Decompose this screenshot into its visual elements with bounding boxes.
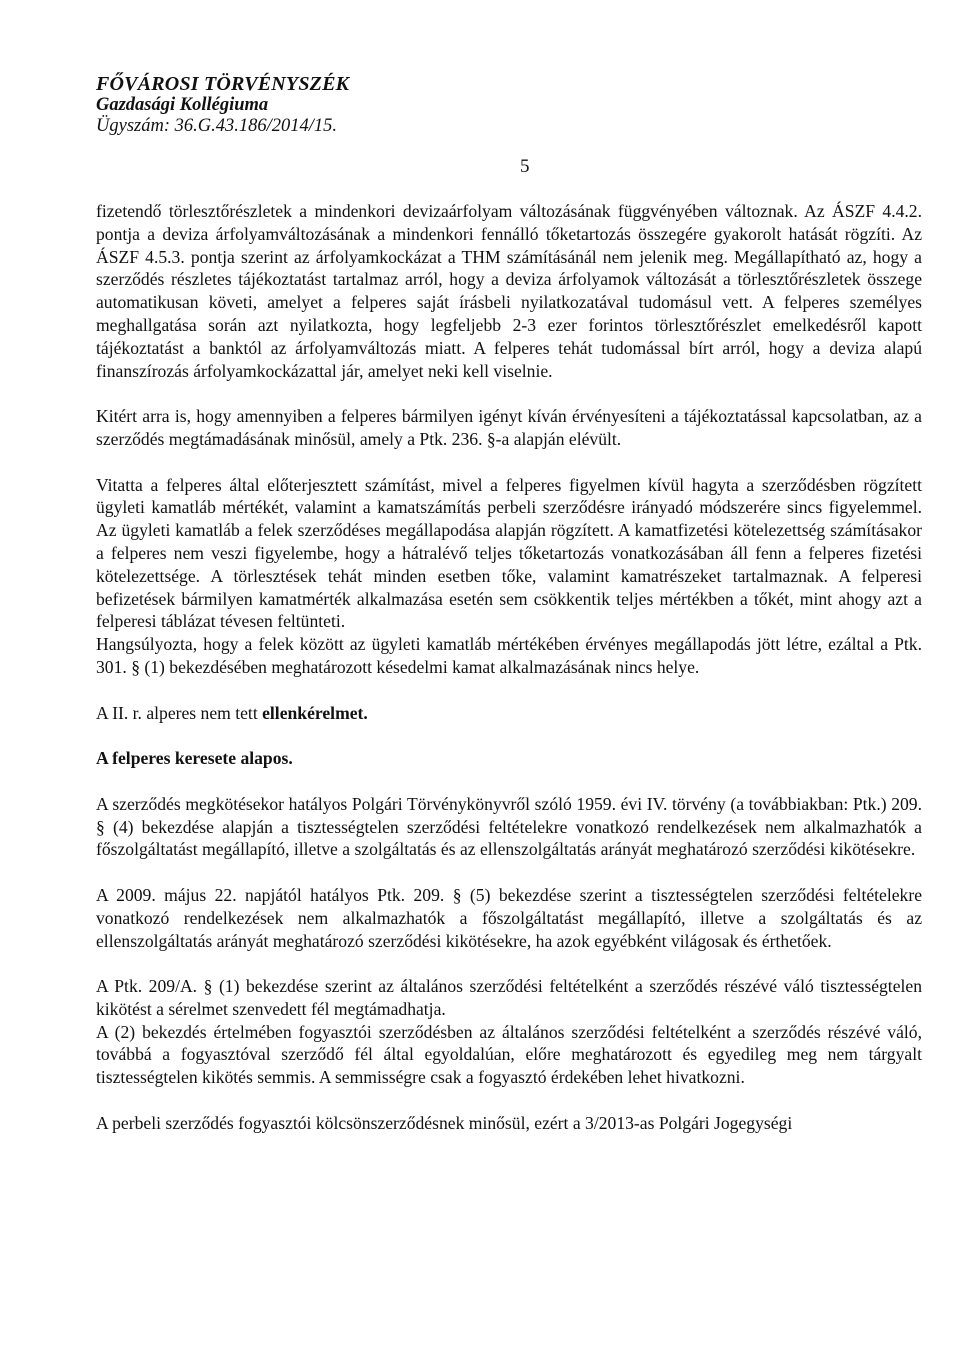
paragraph-9: A Ptk. 209/A. § (1) bekezdése szerint az általános szerződési feltételként a szerződés részévé váló tisztességtelen kikötést a sérelmet szenvedett fél megtámadhatja. (96, 976, 922, 1019)
paragraph-4: Hangsúlyozta, hogy a felek között az ügyleti kamatláb mértékében érvényes megállapodás jött létre, ezáltal a Ptk. 301. § (1) bekezdésében meghatározott késedelmi kamat alkalmazásának nincs helye. (96, 634, 922, 677)
page-number: 5 (520, 156, 530, 177)
paragraph-1: fizetendő törlesztőrészletek a mindenkori devizaárfolyam változásának függvényében változnak. Az ÁSZF 4.4.2. pontja a deviza árfolyamváltozásának a mindenkori fennálló tőketartozás összegére gyakorolt hatását rögzíti. Az ÁSZF 4.5.3. pontja szerint az árfolyamkockázat a THM számításánál nem jelenik meg. Megállapítható az, hogy a szerződés részletes tájékoztatást tartalmaz arról, hogy a deviza árfolyamok változását a törlesztőrészletek összege automatikusan követi, amelyet a felperes saját írásbeli nyilatkozatával tudomásul vett. A felperes személyes meghallgatása során azt nyilatkozta, hogy legfeljebb 2-3 ezer forintos törlesztőrészlet emelkedésről kapott tájékoztatást a banktól az árfolyamváltozás miatt. A felperes tehát tudomással bírt arról, hogy a deviza alapú finanszírozás árfolyamkockázattal jár, amelyet neki kell viselnie. (96, 201, 922, 381)
college-name: Gazdasági Kollégiuma (96, 95, 269, 115)
paragraph-10: A (2) bekezdés értelmében fogyasztói szerződésben az általános szerződési feltételként a szerződés részévé váló, továbbá a fogyasztóval szerződő fél által egyoldalúan, előre meghatározott és egyedileg meg nem tárgyalt tisztességtelen kikötés semmis. A semmisségre csak a fogyasztó érdekében lehet hivatkozni. (96, 1021, 922, 1088)
paragraph-3: Vitatta a felperes által előterjesztett számítást, mivel a felperes figyelmen kívül hagyta a szerződésben rögzített ügyleti kamatláb mértékét, valamint a kamatszámítás perbeli szerződésre irányadó módszerére sincs figyelemmel. Az ügyleti kamatláb a felek szerződéses megállapodása alapján rögzített. A kamatfizetési kötelezettség számításakor a felperes nem veszi figyelembe, hogy a hátralévő teljes tőketartozás vonatkozásában áll fenn a felperes fizetési kötelezettsége. A törlesztések tehát minden esetben tőke, valamint kamatrészeket tartalmaznak. A felperesi befizetések bármilyen kamatmérték alkalmazása esetén sem csökkentik teljes mértékben a tőkét, mint ahogy azt a felperesi táblázat tévesen feltünteti. (96, 474, 922, 632)
paragraph-5-text: A II. r. alperes nem tett (96, 702, 263, 723)
paragraph-2: Kitért arra is, hogy amennyiben a felperes bármilyen igényt kíván érvényesíteni a tájékoztatással kapcsolatban, az a szerződés megtámadásának minősül, amely a Ptk. 236. §-a alapján elévült. (96, 406, 922, 449)
document-header (96, 74, 349, 137)
paragraph-5-bold: ellenkérelmet. (262, 702, 368, 723)
paragraph-7: A szerződés megkötésekor hatályos Polgári Törvénykönyvről szóló 1959. évi IV. törvény (a továbbiakban: Ptk.) 209. § (4) bekezdése alapján a tisztességtelen szerződési feltételekre vonatkozó rendelkezések nem alkalmazhatók a főszolgáltatást megállapító, illetve a szolgáltatás és az ellenszolgáltatás arányát meghatározó szerződési kikötésekre. (96, 793, 922, 860)
paragraph-11: A perbeli szerződés fogyasztói kölcsönszerződésnek minősül, ezért a 3/2013-as Polgári Jogegységi (96, 1112, 793, 1133)
case-number: Ügyszám: 36.G.43.186/2014/15. (96, 116, 338, 136)
paragraph-8: A 2009. május 22. napjától hatályos Ptk. 209. § (5) bekezdése szerint a tisztességtelen szerződési feltételekre vonatkozó rendelkezések nem alkalmazhatók a főszolgáltatást megállapító, illetve a szolgáltatás és az ellenszolgáltatás arányát meghatározó szerződési kikötésekre, ha azok egyébként világosak és érthetőek. (96, 884, 922, 951)
paragraph-5 (96, 702, 922, 725)
document-body (96, 200, 922, 1135)
court-name: FŐVÁROSI TÖRVÉNYSZÉK (96, 73, 350, 95)
paragraph-6-heading: A felperes keresete alapos. (96, 748, 293, 769)
